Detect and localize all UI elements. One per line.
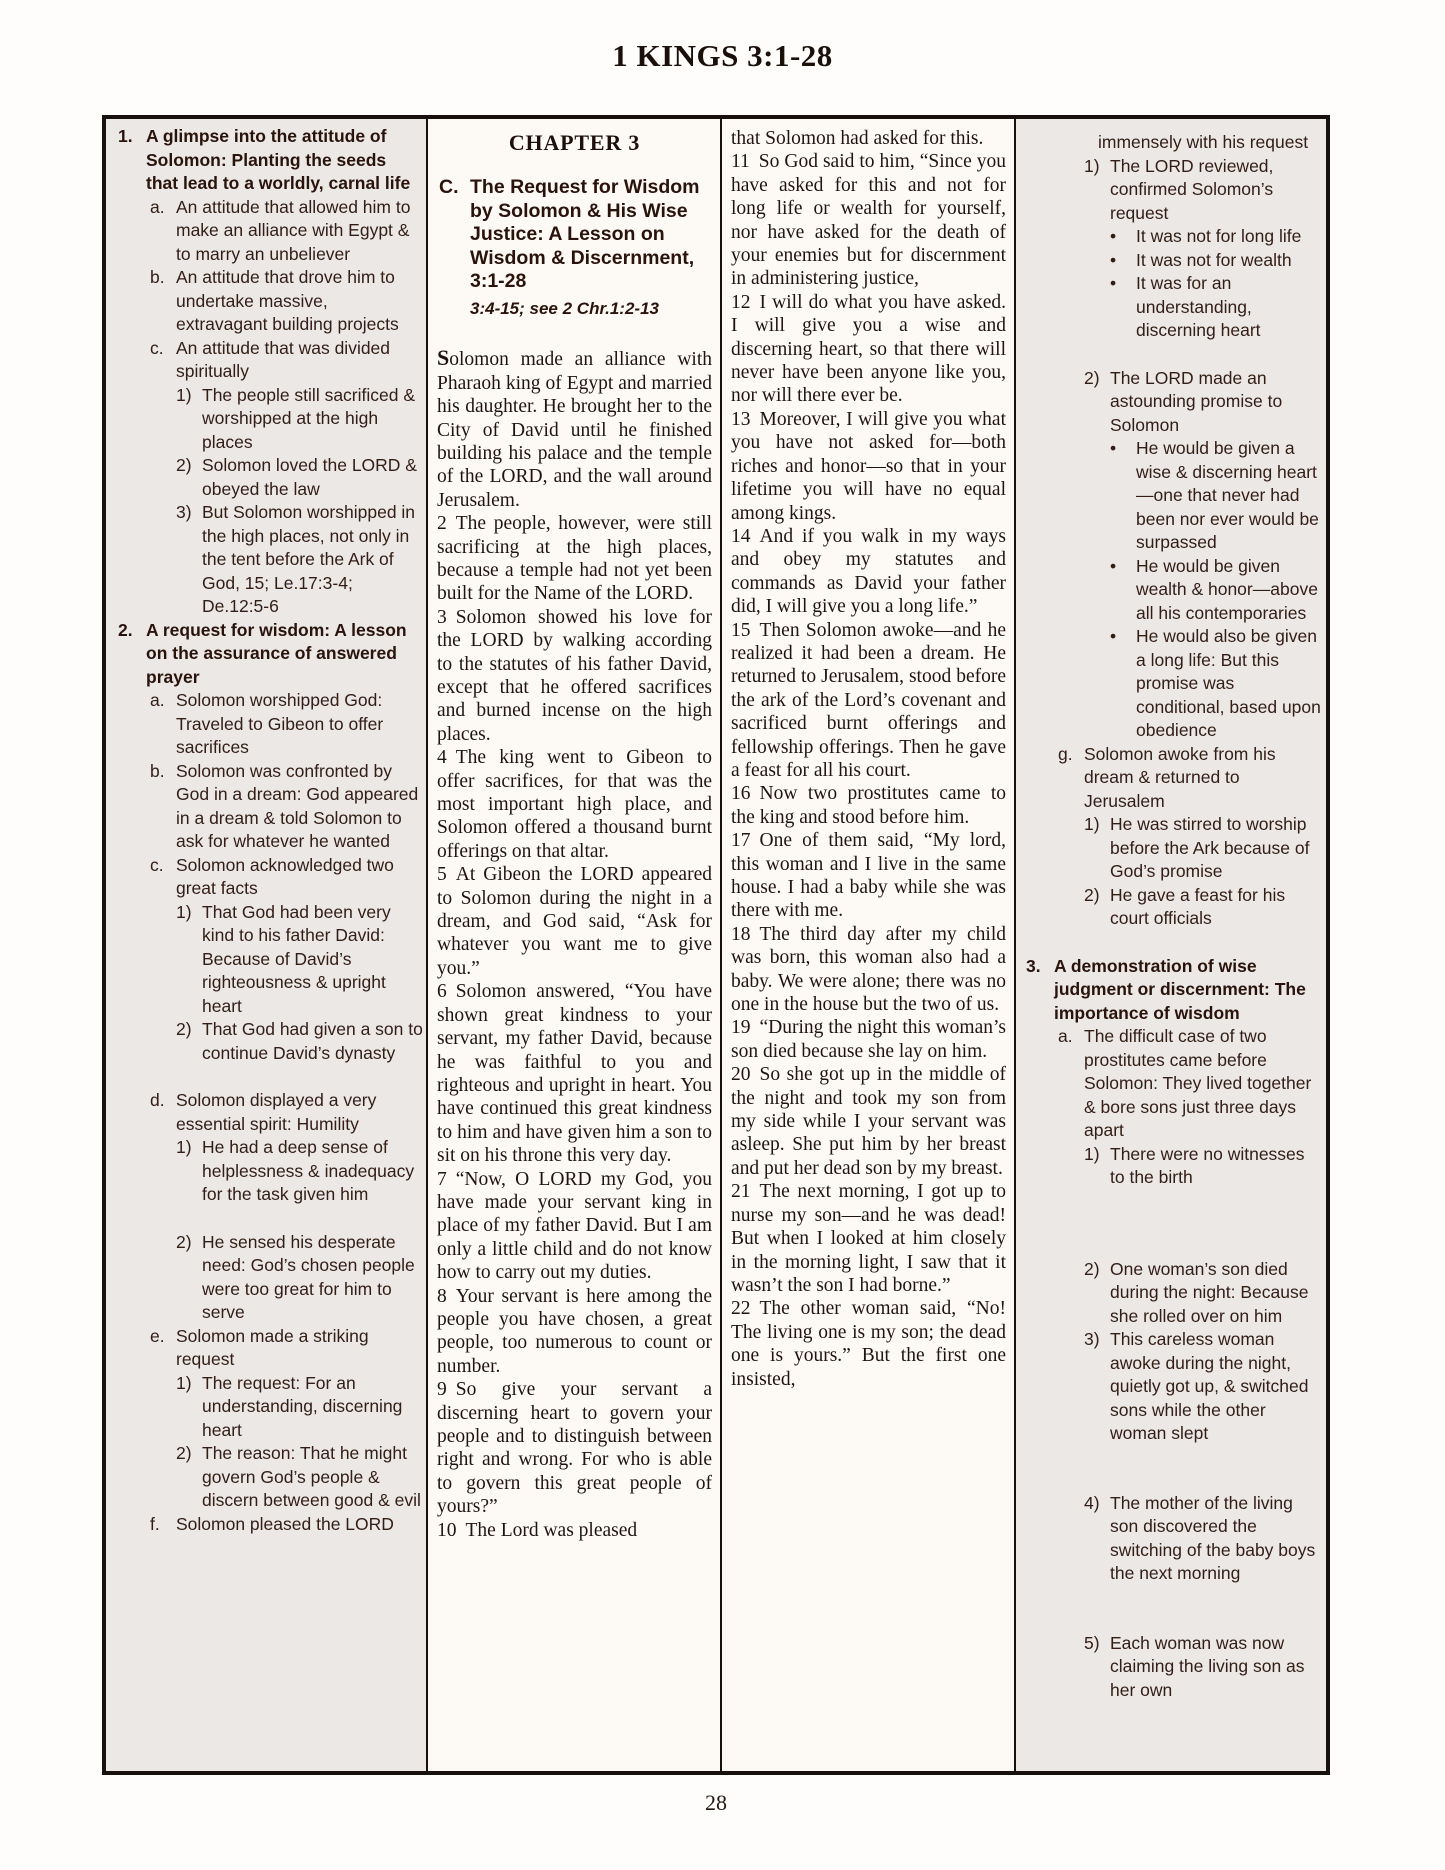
outline-item-label: •: [1110, 438, 1117, 458]
outline-item: [116, 619, 423, 690]
outline-item-text: An attitude that allowed him to make an alliance with Egypt & to marry an unbeliever: [176, 196, 411, 264]
page-title: 1 KINGS 3:1-28: [612, 38, 833, 73]
verse-text: I will do what you have asked. I will give you a wise and discerning heart, so that there will never have been anyone like you, nor will there ever be.: [731, 291, 1006, 407]
verse: [437, 1519, 712, 1542]
outline-item: [1024, 1025, 1323, 1143]
verse: [731, 127, 1006, 150]
outline-item-text: It was not for wealth: [1136, 249, 1292, 270]
outline-item-text: The difficult case of two prostitutes came before Solomon: They lived together & bore sons just three days apart: [1084, 1026, 1312, 1140]
outline-item-text: But Solomon worshipped in the high places, not only in the tent before the Ark of God, 15; Le.17:3-4; De.12:5-6: [202, 502, 416, 616]
verse-text: Then Solomon awoke—and he realized it had been a dream. He returned to Jerusalem, stood before the ark of the Lord’s covenant and sacrificed burnt offerings and fellowship offerings. Then he gave a feast for all his court.: [731, 619, 1006, 781]
outline-item-label: 1): [1084, 155, 1100, 176]
verse-text: The third day after my child was born, this woman also had a baby. We were alone; there was no one in the house but the two of us.: [731, 923, 1006, 1016]
outline-item-text: It was not for long life: [1136, 226, 1302, 246]
outline-item: [116, 384, 423, 455]
outline-item: [1024, 155, 1323, 226]
outline-item-label: •: [1110, 626, 1117, 646]
verse: [731, 408, 1006, 525]
outline-item: [1024, 1492, 1323, 1586]
outline-item: [116, 125, 423, 196]
outline-item-label: 2): [176, 1019, 192, 1039]
verse-text: Now two prostitutes came to the king and stood before him.: [731, 783, 1006, 828]
outline-item-label: 5): [1084, 1632, 1100, 1653]
verse: [437, 512, 712, 606]
outline-item-text: immensely with his request: [1098, 132, 1309, 152]
outline-item-label: 2): [176, 1443, 192, 1463]
outline-item: [1024, 249, 1323, 273]
outline-item-text: There were no witnesses to the birth: [1110, 1143, 1305, 1187]
verse-number: 8: [437, 1285, 447, 1307]
outline-item-text: Solomon acknowledged two great facts: [176, 854, 394, 898]
verse: [437, 1378, 712, 1518]
verse-number: 19: [731, 1017, 751, 1039]
verse-number: 13: [731, 408, 751, 430]
verse-number: 18: [731, 923, 751, 945]
verse: [437, 346, 712, 512]
outline-item-label: 3): [176, 502, 192, 522]
verse: [437, 746, 712, 863]
verse-number: 2: [437, 513, 447, 535]
outline-item-label: 2): [1084, 884, 1100, 905]
verse: [731, 525, 1006, 619]
outline-item-label: b.: [150, 760, 165, 781]
outline-item-label: c.: [150, 337, 164, 358]
outline-item-text: The LORD made an astounding promise to Solomon: [1110, 367, 1283, 435]
outline-item: [1024, 955, 1323, 1026]
verse: [437, 1168, 712, 1285]
outline-item-text: The LORD reviewed, confirmed Solomon’s request: [1110, 155, 1274, 223]
outline-item-text: He gave a feast for his court officials: [1110, 884, 1286, 928]
verse-text: So God said to him, “Since you have asked for this and not for long life or wealth for yourself, nor have asked for the death of your enemies but for discernment in administering justice,: [731, 151, 1006, 290]
verse-number: 20: [731, 1064, 751, 1086]
outline-item-text: He had a deep sense of helplessness & inadequacy for the task given him: [202, 1137, 415, 1204]
verse-text: The next morning, I got up to nurse my son—and he was dead! But when I looked at him closely in the morning light, I saw that it wasn’t the son I had borne.”: [731, 1181, 1006, 1296]
verse-text: Solomon answered, “You have shown great kindness to your servant, my father David, because he was faithful to you and righteous and upright in heart. You have continued this great kindness to him and have given him a son to sit on his throne this very day.: [437, 981, 712, 1167]
outline-item-text: Solomon made a striking request: [176, 1325, 369, 1369]
outline-item-label: 2): [176, 1231, 192, 1252]
outline-item-label: •: [1110, 249, 1117, 270]
verse-number: 21: [731, 1181, 751, 1203]
outline-item-label: 1): [176, 384, 192, 405]
outline-item-text: Each woman was now claiming the living son as her own: [1110, 1632, 1305, 1700]
verse: [437, 980, 712, 1167]
outline-item-text: An attitude that was divided spiritually: [176, 337, 391, 381]
verse-number: 3: [437, 606, 447, 628]
outline-item-text: A request for wisdom: A lesson on the assurance of answered prayer: [146, 619, 407, 687]
outline-item: [116, 454, 423, 501]
outline-item: [116, 337, 423, 384]
outline-item-text: The mother of the living son discovered the switching of the baby boys the next morning: [1110, 1492, 1316, 1583]
verse: [437, 1285, 712, 1379]
verse-text: “Now, O LORD my God, you have made your servant king in place of my father David. But I am only a little child and do not know how to carry out my duties.: [437, 1168, 712, 1284]
outline-item-text: An attitude that drove him to undertake massive, extravagant building projects: [176, 267, 399, 334]
outline-item-label: f.: [150, 1513, 160, 1534]
outline-item-text: He sensed his desperate need: God’s chosen people were too great for him to serve: [202, 1231, 415, 1322]
verse-text: Your servant is here among the people you have chosen, a great people, too numerous to count or number.: [437, 1285, 712, 1377]
outline-item-label: d.: [150, 1090, 165, 1110]
verse-number: 11: [731, 151, 750, 173]
outline-item-label: 3.: [1026, 955, 1041, 976]
outline-item-label: a.: [150, 690, 165, 710]
outline-item: [116, 1136, 423, 1207]
verse-number: 12: [731, 291, 751, 313]
outline-item-label: •: [1110, 273, 1117, 293]
outline-item: [1024, 367, 1323, 438]
verse-text: So she got up in the middle of the night and took my son from my side while I your servant was asleep. She put him by her breast and put her dead son by my breast.: [731, 1064, 1006, 1179]
outline-item-label: 3): [1084, 1329, 1100, 1349]
outline-item: [116, 1325, 423, 1372]
outline-item: [1024, 884, 1323, 931]
outline-item: [1024, 625, 1323, 743]
outline-item-label: 2): [1084, 367, 1100, 388]
verse: [731, 1063, 1006, 1180]
verse-text: And if you walk in my ways and obey my statutes and commands as David your father did, I will give you a long life.”: [731, 525, 1006, 618]
outline-item-text: One woman’s son died during the night: Because she rolled over on him: [1110, 1258, 1309, 1326]
verse: [731, 923, 1006, 1017]
outline-item-label: b.: [150, 267, 165, 287]
section-heading: [437, 176, 712, 294]
section-label: C.: [439, 176, 459, 199]
verse-number: 4: [437, 747, 447, 769]
verse: [437, 606, 712, 746]
outline-item: [116, 1231, 423, 1325]
verse-text: The other woman said, “No! The living one is my son; the dead one is yours.” But the first one insisted,: [731, 1298, 1006, 1390]
outline-item: [1024, 1632, 1323, 1703]
outline-item-text: A glimpse into the attitude of Solomon: Planting the seeds that lead to a worldly, carnal life: [146, 126, 411, 193]
outline-item-text: It was for an understanding, discerning heart: [1136, 273, 1261, 340]
outline-item-text: Solomon pleased the LORD: [176, 1513, 394, 1534]
verses-column-1: [437, 346, 712, 1542]
outline-item-text: He would also be given a long life: But this promise was conditional, based upon obedience: [1136, 626, 1321, 740]
verse: [437, 863, 712, 980]
outline-item-label: a.: [150, 196, 165, 217]
outline-item: [116, 1442, 423, 1513]
outline-column-left: [106, 119, 428, 1771]
outline-item-label: 1): [1084, 1143, 1100, 1164]
section-title: The Request for Wisdom by Solomon & His Wise Justice: A Lesson on Wisdom & Discernment, 3:1-28: [470, 176, 700, 293]
outline-item-text: Solomon loved the LORD & obeyed the law: [202, 455, 417, 499]
verse-number: 10: [437, 1519, 457, 1541]
outline-item-text: That God had given a son to continue David’s dynasty: [202, 1019, 423, 1063]
outline-item: [1024, 437, 1323, 555]
outline-item-label: 2.: [118, 619, 133, 640]
outline-item: [1024, 743, 1323, 814]
outline-item-label: 4): [1084, 1492, 1100, 1513]
outline-item: [116, 1018, 423, 1065]
outline-item-text: The request: For an understanding, discerning heart: [202, 1372, 403, 1440]
outline-item-text: A demonstration of wise judgment or discernment: The importance of wisdom: [1054, 955, 1306, 1023]
outline-item-label: 1): [176, 1372, 192, 1393]
verse-number: 5: [437, 864, 447, 886]
outline-item-label: 1.: [118, 126, 133, 146]
verse: [731, 291, 1006, 408]
verse-number: 14: [731, 525, 751, 547]
outline-item: [116, 1513, 423, 1537]
outline-item-label: •: [1110, 555, 1117, 576]
verse-number: 16: [731, 783, 751, 805]
verse-text: At Gibeon the LORD appeared to Solomon during the night in a dream, and God said, “Ask for whatever you want me to give you.”: [437, 864, 712, 979]
verse-text: Solomon made an alliance with Pharaoh king of Egypt and married his daughter. He brought her to the City of David until he finished building his palace and the temple of the LORD, and the wall around Jerusalem.: [437, 345, 712, 511]
verse: [731, 1297, 1006, 1391]
outline-item: [116, 501, 423, 619]
outline-item-text: He would be given a wise & discerning heart—one that never had been nor ever would be surpassed: [1136, 438, 1319, 552]
outline-item: [116, 266, 423, 337]
verse: [731, 1016, 1006, 1063]
verse: [731, 619, 1006, 783]
scripture-column-2: [722, 119, 1016, 1771]
outline-item: [1024, 272, 1323, 343]
verse-text: The Lord was pleased: [465, 1519, 638, 1541]
outline-item: [116, 1372, 423, 1443]
outline-item-text: Solomon was confronted by God in a dream: God appeared in a dream & told Solomon to ask for whatever he wanted: [176, 760, 419, 851]
verse-text: Moreover, I will give you what you have not asked for—both riches and honor—so that in your lifetime you will have no equal among kings.: [731, 408, 1006, 524]
outline-item: [1024, 131, 1323, 155]
outline-item-text: Solomon worshipped God: Traveled to Gibeon to offer sacrifices: [176, 690, 384, 757]
outline-item: [116, 901, 423, 1019]
outline-item-label: a.: [1058, 1026, 1073, 1046]
outline-item: [116, 689, 423, 760]
page-number: 28: [705, 1790, 727, 1815]
outline-item-label: 1): [176, 901, 192, 922]
verse-text: The king went to Gibeon to offer sacrifices, for that was the most important high place, and Solomon offered a thousand burnt offerings on that altar.: [437, 747, 712, 862]
outline-item-text: The people still sacrificed & worshipped at the high places: [202, 384, 416, 452]
outline-item: [116, 1089, 423, 1136]
outline-item-label: 1): [176, 1137, 192, 1157]
outline-item-label: e.: [150, 1325, 165, 1346]
outline-item: [1024, 1143, 1323, 1190]
outline-item-label: g.: [1058, 743, 1073, 764]
outline-item-text: Solomon awoke from his dream & returned to Jerusalem: [1084, 743, 1276, 811]
outline-item: [1024, 555, 1323, 626]
outline-item: [1024, 813, 1323, 884]
outline-item: [116, 196, 423, 267]
verse: [731, 782, 1006, 829]
outline-item: [116, 760, 423, 854]
outline-item-text: The reason: That he might govern God’s people & discern between good & evil: [202, 1443, 421, 1510]
verse-text: The people, however, were still sacrificing at the high places, because a temple had not yet been built for the Name of the LORD.: [437, 513, 712, 605]
outline-item: [1024, 1328, 1323, 1446]
scripture-column-1: [428, 119, 722, 1771]
verse-text: “During the night this woman’s son died because she lay on him.: [731, 1017, 1006, 1062]
outline-item-label: 2): [176, 455, 192, 475]
outline-item-label: •: [1110, 226, 1117, 246]
verse: [731, 829, 1006, 923]
verse-text: that Solomon had asked for this.: [731, 128, 984, 149]
verse-number: 17: [731, 830, 751, 852]
verse: [731, 1180, 1006, 1297]
cross-reference: 3:4-15; see 2 Chr.1:2-13: [470, 298, 659, 318]
verse-number: 9: [437, 1379, 447, 1401]
outline-item: [1024, 225, 1323, 249]
outline-item-label: c.: [150, 854, 164, 875]
outline-item-label: 2): [1084, 1258, 1100, 1279]
outline-column-right: [1016, 119, 1326, 1771]
chapter-heading: CHAPTER 3: [508, 130, 641, 155]
outline-item-text: He was stirred to worship before the Ark because of God’s promise: [1110, 814, 1310, 881]
verse: [731, 150, 1006, 290]
verse-number: 15: [731, 619, 751, 641]
outline-item-text: Solomon displayed a very essential spirit: Humility: [176, 1090, 377, 1134]
verse-text: One of them said, “My lord, this woman and I live in the same house. I had a baby while she was there with me.: [731, 830, 1006, 922]
outline-item-text: That God had been very kind to his father David: Because of David’s righteousness & upright heart: [202, 901, 391, 1016]
study-table: [102, 115, 1330, 1775]
verse-text: So give your servant a discerning heart to govern your people and to distinguish between right and wrong. For who is able to govern this great people of yours?”: [437, 1379, 712, 1518]
verse-text: Solomon showed his love for the LORD by walking according to the statutes of his father David, except that he offered sacrifices and burned incense on the high places.: [437, 606, 712, 745]
verse-number: 22: [731, 1298, 751, 1320]
outline-item-text: This careless woman awoke during the night, quietly got up, & switched sons while the other woman slept: [1110, 1329, 1309, 1443]
outline-item-label: 1): [1084, 814, 1100, 834]
outline-item: [1024, 1258, 1323, 1329]
outline-item: [116, 854, 423, 901]
verse-number: 7: [437, 1168, 447, 1190]
verse-number: 6: [437, 981, 447, 1003]
outline-item-text: He would be given wealth & honor—above all his contemporaries: [1136, 555, 1318, 623]
verses-column-2: [731, 127, 1006, 1391]
